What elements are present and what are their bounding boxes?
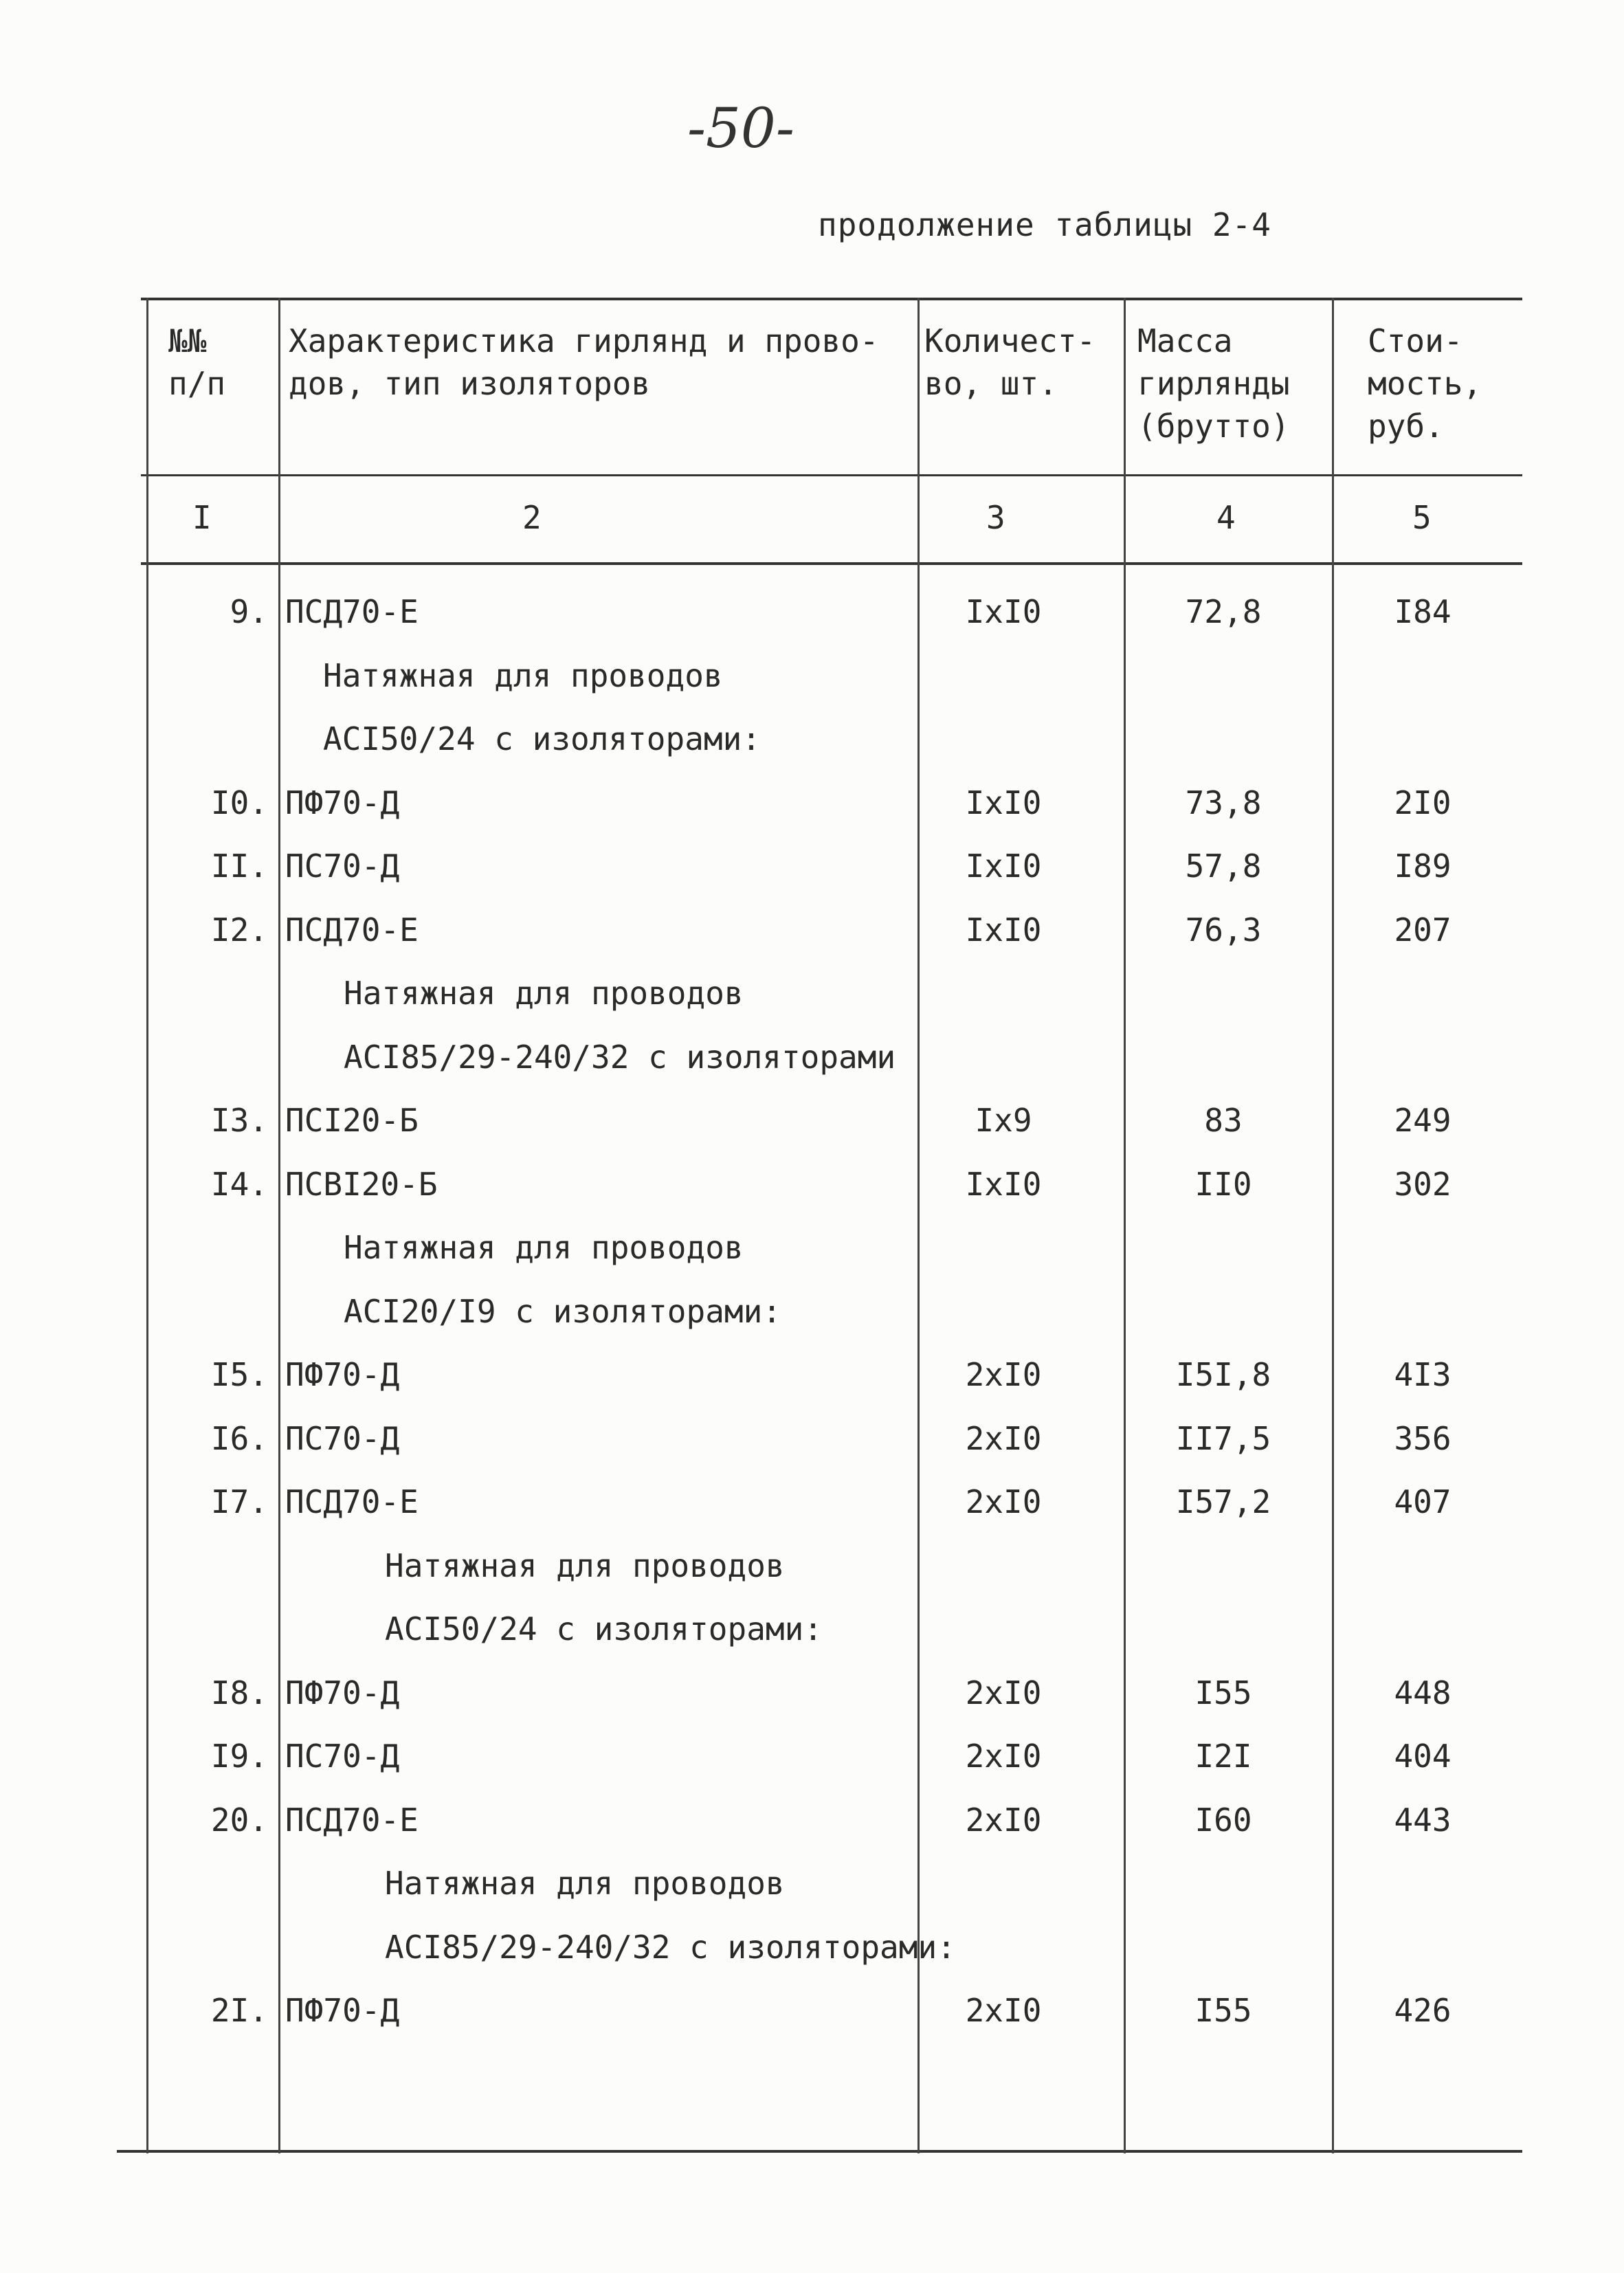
row-number: 2I. (210, 1992, 268, 2029)
row-section-heading: АСI50/24 с изоляторами: (323, 720, 761, 757)
row-number: 9. (230, 593, 268, 630)
header-col-mass-line2: гирлянды (1137, 365, 1290, 402)
row-description: ПСД70-Е (285, 593, 419, 630)
row-quantity: IxI0 (965, 1166, 1042, 1203)
row-section-heading: Натяжная для проводов (385, 1865, 785, 1902)
row-cost: 2I0 (1394, 784, 1451, 821)
row-number: I3. (210, 1102, 268, 1139)
row-mass: 57,8 (1185, 847, 1262, 885)
header-col-description-line2: дов, тип изоляторов (289, 365, 651, 402)
row-cost: 302 (1394, 1166, 1451, 1203)
row-quantity: Ix9 (975, 1102, 1032, 1139)
header-col-number-line2: п/п (168, 365, 226, 402)
row-quantity: 2xI0 (965, 1483, 1042, 1520)
row-cost: 249 (1394, 1102, 1451, 1139)
column-divider-2 (917, 298, 920, 2153)
row-cost: 356 (1394, 1420, 1451, 1457)
row-mass: I60 (1194, 1801, 1252, 1839)
column-divider-4 (1332, 298, 1334, 2153)
page-number: -50- (687, 96, 794, 160)
header-col-cost-line3: руб. (1368, 408, 1444, 445)
row-quantity: 2xI0 (965, 1992, 1042, 2029)
header-col-cost (1368, 320, 1482, 447)
header-col-number (168, 320, 225, 405)
header-bottom-border (141, 474, 1522, 476)
table-caption: продолжение таблицы 2-4 (818, 206, 1271, 243)
header-col-description (289, 320, 879, 405)
row-cost: 443 (1394, 1801, 1451, 1839)
row-mass: I5I,8 (1175, 1356, 1271, 1393)
row-number: I7. (210, 1483, 268, 1520)
row-cost: 404 (1394, 1738, 1451, 1775)
index-col-3: 3 (986, 499, 1005, 536)
row-cost: I84 (1394, 593, 1451, 630)
row-section-heading: АСI85/29-240/32 с изоляторами (344, 1039, 896, 1076)
row-mass: 76,3 (1185, 911, 1262, 949)
row-cost: 448 (1394, 1674, 1451, 1711)
row-section-heading: Натяжная для проводов (385, 1547, 785, 1584)
row-description: ПСД70-Е (285, 1801, 419, 1839)
row-mass: 72,8 (1185, 593, 1262, 630)
index-col-2: 2 (522, 499, 542, 536)
row-number: I9. (210, 1738, 268, 1775)
row-description: ПС70-Д (285, 1738, 400, 1775)
row-cost: 4I3 (1394, 1356, 1451, 1393)
table-top-border (141, 298, 1522, 300)
header-col-mass (1137, 320, 1290, 447)
row-section-heading: Натяжная для проводов (344, 975, 744, 1012)
row-description: ПФ70-Д (285, 784, 400, 821)
row-description: ПСВI20-Б (285, 1166, 438, 1203)
index-col-4: 4 (1216, 499, 1236, 536)
row-quantity: IxI0 (965, 911, 1042, 949)
row-mass: 83 (1204, 1102, 1243, 1139)
header-col-quantity-line2: во, шт. (924, 365, 1058, 402)
index-row-bottom-border (141, 562, 1522, 565)
row-description: ПС70-Д (285, 1420, 400, 1457)
row-mass: II7,5 (1175, 1420, 1271, 1457)
row-number: I5. (210, 1356, 268, 1393)
row-description: ПСI20-Б (285, 1102, 419, 1139)
row-number: II. (210, 847, 268, 885)
row-quantity: IxI0 (965, 847, 1042, 885)
row-mass: I57,2 (1175, 1483, 1271, 1520)
row-number: I4. (210, 1166, 268, 1203)
header-col-cost-line1: Стои- (1368, 322, 1463, 359)
row-quantity: 2xI0 (965, 1674, 1042, 1711)
row-section-heading: АСI50/24 с изоляторами: (385, 1610, 823, 1648)
row-number: I2. (210, 911, 268, 949)
row-quantity: IxI0 (965, 784, 1042, 821)
row-quantity: IxI0 (965, 593, 1042, 630)
header-col-quantity (924, 320, 1095, 405)
row-description: ПС70-Д (285, 847, 400, 885)
index-col-5: 5 (1412, 499, 1432, 536)
header-col-mass-line1: Масса (1137, 322, 1233, 359)
row-section-heading: Натяжная для проводов (323, 657, 723, 694)
row-section-heading: Натяжная для проводов (344, 1229, 744, 1266)
row-mass: I55 (1194, 1674, 1252, 1711)
table-left-border (146, 298, 148, 2153)
row-number: I6. (210, 1420, 268, 1457)
header-col-cost-line2: мость, (1368, 365, 1482, 402)
row-cost: 407 (1394, 1483, 1451, 1520)
column-divider-1 (278, 298, 280, 2153)
row-description: ПФ70-Д (285, 1356, 400, 1393)
row-mass: I2I (1194, 1738, 1252, 1775)
row-mass: II0 (1194, 1166, 1252, 1203)
header-col-description-line1: Характеристика гирлянд и прово- (289, 322, 879, 359)
index-col-1: I (192, 499, 212, 536)
row-mass: I55 (1194, 1992, 1252, 2029)
row-description: ПФ70-Д (285, 1674, 400, 1711)
row-quantity: 2xI0 (965, 1738, 1042, 1775)
row-cost: 426 (1394, 1992, 1451, 2029)
table-bottom-border (117, 2150, 1522, 2153)
row-cost: 207 (1394, 911, 1451, 949)
row-quantity: 2xI0 (965, 1356, 1042, 1393)
row-mass: 73,8 (1185, 784, 1262, 821)
row-description: ПФ70-Д (285, 1992, 400, 2029)
column-divider-3 (1124, 298, 1126, 2153)
header-col-number-line1: №№ (168, 322, 207, 359)
row-number: 20. (210, 1801, 268, 1839)
row-cost: I89 (1394, 847, 1451, 885)
header-col-quantity-line1: Количест- (924, 322, 1096, 359)
row-quantity: 2xI0 (965, 1420, 1042, 1457)
row-number: I8. (210, 1674, 268, 1711)
row-description: ПСД70-Е (285, 1483, 419, 1520)
row-section-heading: АСI85/29-240/32 с изоляторами: (385, 1929, 956, 1966)
row-section-heading: АСI20/I9 с изоляторами: (344, 1293, 781, 1330)
row-description: ПСД70-Е (285, 911, 419, 949)
header-col-mass-line3: (брутто) (1137, 408, 1290, 445)
row-quantity: 2xI0 (965, 1801, 1042, 1839)
row-number: I0. (210, 784, 268, 821)
